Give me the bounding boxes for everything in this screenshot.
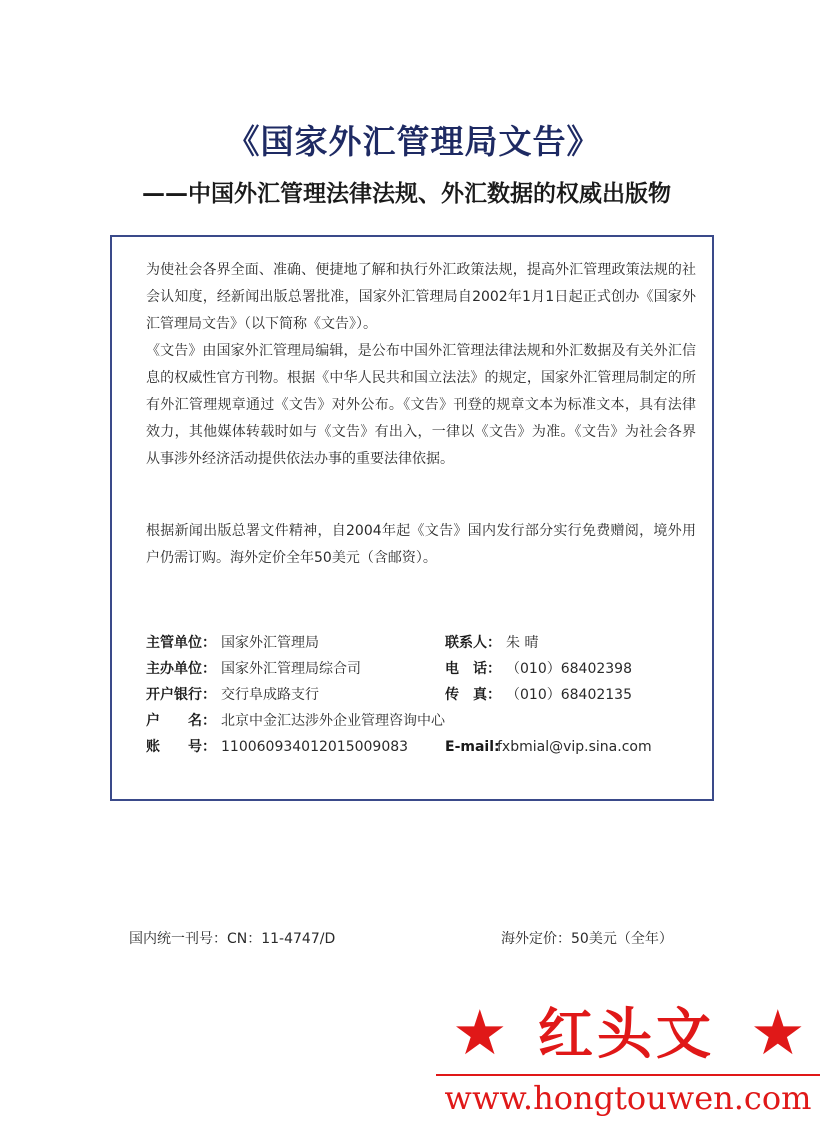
issn-number: 国内统一刊号：CN：11-4747/D xyxy=(129,931,336,947)
email-value: fxbmial@vip.sina.com xyxy=(497,739,652,755)
fax-label: 传 真： xyxy=(445,687,501,703)
intro-paragraph-2: 《文告》由国家外汇管理局编辑，是公布中国外汇管理法律法规和外汇数据及有关外汇信息的权威性官方刊物。根据《中华人民共和国立法法》的规定，国家外汇管理局制定的所有外汇管理规章通过《文告》对外公布。《文告》刊登的规章文本为标准文本，具有法律效力，其他媒体转载时如与《文告》有出入，一律以《文告》为准。《文告》为社会各界从事涉外经济活动提供依法办事的重要法律依据。 xyxy=(146,343,696,467)
intro-paragraph-3: 根据新闻出版总署文件精神，自2004年起《文告》国内发行部分实行免费赠阅，境外用户仍需订购。海外定价全年50美元（含邮资）。 xyxy=(146,523,696,566)
contact-row xyxy=(146,708,706,734)
watermark-divider xyxy=(436,1074,820,1076)
star-icon: ★ xyxy=(452,996,508,1069)
supervisor-label: 主管单位： xyxy=(146,635,216,651)
bank-label: 开户银行： xyxy=(146,687,216,703)
email-label: E-mail: xyxy=(445,739,500,755)
account-number-value: 110060934012015009083 xyxy=(221,739,409,755)
contact-row xyxy=(146,656,706,682)
contact-person-value: 朱 晴 xyxy=(506,635,539,651)
contact-row xyxy=(146,734,706,760)
phone-label: 电 话： xyxy=(445,661,501,677)
bank-value: 交行阜成路支行 xyxy=(221,687,319,703)
phone-value: （010）68402398 xyxy=(506,661,632,677)
account-name-value: 北京中金汇达涉外企业管理咨询中心 xyxy=(221,713,445,729)
overseas-price: 海外定价：50美元（全年） xyxy=(501,931,673,947)
contact-details xyxy=(146,630,706,760)
contact-row xyxy=(146,630,706,656)
account-number-label: 账 号： xyxy=(146,739,216,755)
supervisor-value: 国家外汇管理局 xyxy=(221,635,319,651)
watermark-logo-text: 红头文 xyxy=(538,1001,716,1066)
contact-row xyxy=(146,682,706,708)
sponsor-label: 主办单位： xyxy=(146,661,216,677)
info-box xyxy=(110,235,714,801)
fax-value: （010）68402135 xyxy=(506,687,632,703)
intro-paragraph-1: 为使社会各界全面、准确、便捷地了解和执行外汇政策法规，提高外汇管理政策法规的社会认知度，经新闻出版总署批准，国家外汇管理局自2002年1月1日起正式创办《国家外汇管理局文告》（以下简称《文告》）。 xyxy=(146,262,696,332)
star-icon: ★ xyxy=(750,996,806,1069)
watermark-url[interactable]: www.hongtouwen.com xyxy=(444,1079,812,1117)
contact-person-label: 联系人： xyxy=(445,635,501,651)
page-title: 《国家外汇管理局文告》 xyxy=(226,122,601,161)
sponsor-value: 国家外汇管理局综合司 xyxy=(221,661,361,677)
page-subtitle: ——中国外汇管理法律法规、外汇数据的权威出版物 xyxy=(142,181,671,207)
account-name-label: 户 名： xyxy=(146,713,216,729)
